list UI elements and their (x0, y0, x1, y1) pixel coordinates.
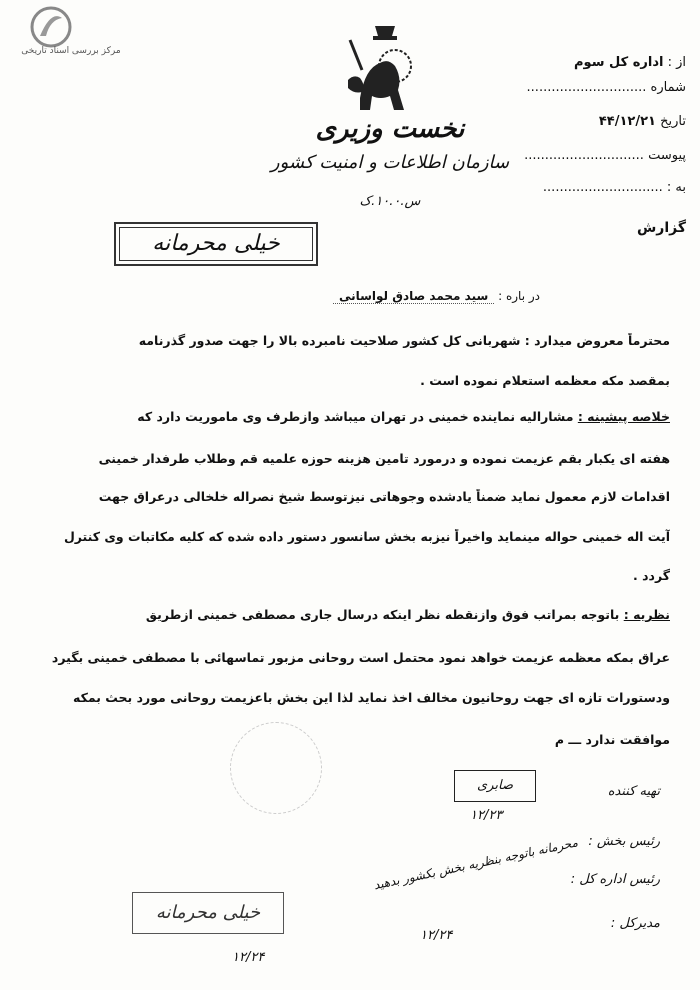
subject-label: در باره : (498, 289, 540, 303)
summary-label: خلاصه پیشینه : (577, 409, 670, 424)
section-head-label: رئیس بخش : (588, 834, 660, 849)
to-label: به (675, 180, 686, 195)
org-subtitle: سازمان اطلاعات و امنیت کشور (270, 152, 510, 173)
watermark-text: مرکز بررسی اسناد تاریخی (21, 46, 121, 56)
attachment-label: پیوست (648, 148, 686, 163)
bottom-date: ۱۲/۲۴ (232, 950, 265, 965)
number-field: شماره ............................. (526, 80, 686, 95)
preparer-date: ۱۲/۲۳ (470, 808, 503, 823)
body-line-5: اقدامات لازم معمول نماید ضمناً یادشده وجوهاتی نیزتوسط شیخ نصراله خلخالی درعراق جهت (98, 489, 670, 504)
bottom-secret-stamp: خیلی محرمانه (132, 892, 284, 934)
body-line-6: آیت اله خمینی حواله مینماید واخیراً نیزبه بخش سانسور دستور داده شده که کلیه مکاتبات وی کنترل (63, 529, 670, 544)
faint-seal (230, 722, 322, 814)
body-line-3 (30, 409, 670, 424)
body-line-11: موافقت ندارد ـــ م (554, 732, 670, 747)
subject-value: سید محمد صادق لواسانی (333, 289, 494, 304)
from-field: از : اداره کل سوم (574, 55, 686, 70)
instruction-date: ۱۲/۲۴ (420, 928, 453, 943)
body-line-4: هفته ای یکبار بقم عزیمت نموده و درمورد تامین هزینه حوزه علمیه قم وطلاب طرفدار خمینی (98, 451, 670, 466)
reference-code: س.۱۰.۰.ک (359, 194, 421, 209)
body-line-9: عراق بمکه معظمه عزیمت خواهد نمود محتمل است روحانی مزبور تماسهائی با مصطفی خمینی بگیرد (51, 650, 670, 665)
to-field: به : ............................. (542, 180, 686, 195)
subject-line (240, 289, 540, 303)
body-line-7: گردد . (633, 568, 670, 583)
opinion-text: باتوجه بمراتب فوق وازنقطه نظر اینکه درسال جاری مصطفی خمینی ازطریق (145, 607, 620, 622)
top-secret-stamp: خیلی محرمانه (114, 222, 318, 266)
attachment-field: پیوست ............................. (524, 148, 686, 163)
body-line-2: بمقصد مکه معظمه استعلام نموده است . (420, 373, 670, 388)
handwritten-instruction: محرمانه باتوجه بنظریه بخش بکشور بدهید (372, 835, 580, 893)
date-value: ۴۴/۱۲/۲۱ (598, 114, 656, 129)
date-label: تاریخ (660, 114, 686, 129)
from-label: از (676, 55, 686, 70)
number-label: شماره (650, 80, 686, 95)
summary-text: مشارالیه نماینده خمینی در تهران میباشد وازطرف وی ماموریت دارد که (137, 409, 574, 424)
body-line-8 (30, 607, 670, 622)
body-line-1: محترماً معروض میدارد : شهربانی کل کشور صلاحیت نامبرده بالا را جهت صدور گذرنامه (138, 333, 670, 348)
date-field (486, 114, 686, 129)
report-label: گزارش (636, 220, 686, 236)
director-label: مدیرکل : (610, 916, 660, 931)
archive-logo-icon (30, 6, 72, 48)
org-title: نخست وزیری (315, 114, 465, 144)
preparer-signature-box: صابری (454, 770, 536, 802)
body-line-10: ودستورات تازه ای جهت روحانیون مخالف اخذ نماید لذا این بخش باعزیمت روحانی مورد بحث بمکه (73, 690, 670, 705)
opinion-label: نظریه : (623, 607, 670, 622)
dept-head-label: رئیس اداره کل : (570, 872, 660, 887)
lion-and-sun-emblem-icon (340, 18, 430, 118)
from-value: اداره کل سوم (574, 55, 664, 70)
prepared-by-label: تهیه کننده (607, 784, 660, 799)
